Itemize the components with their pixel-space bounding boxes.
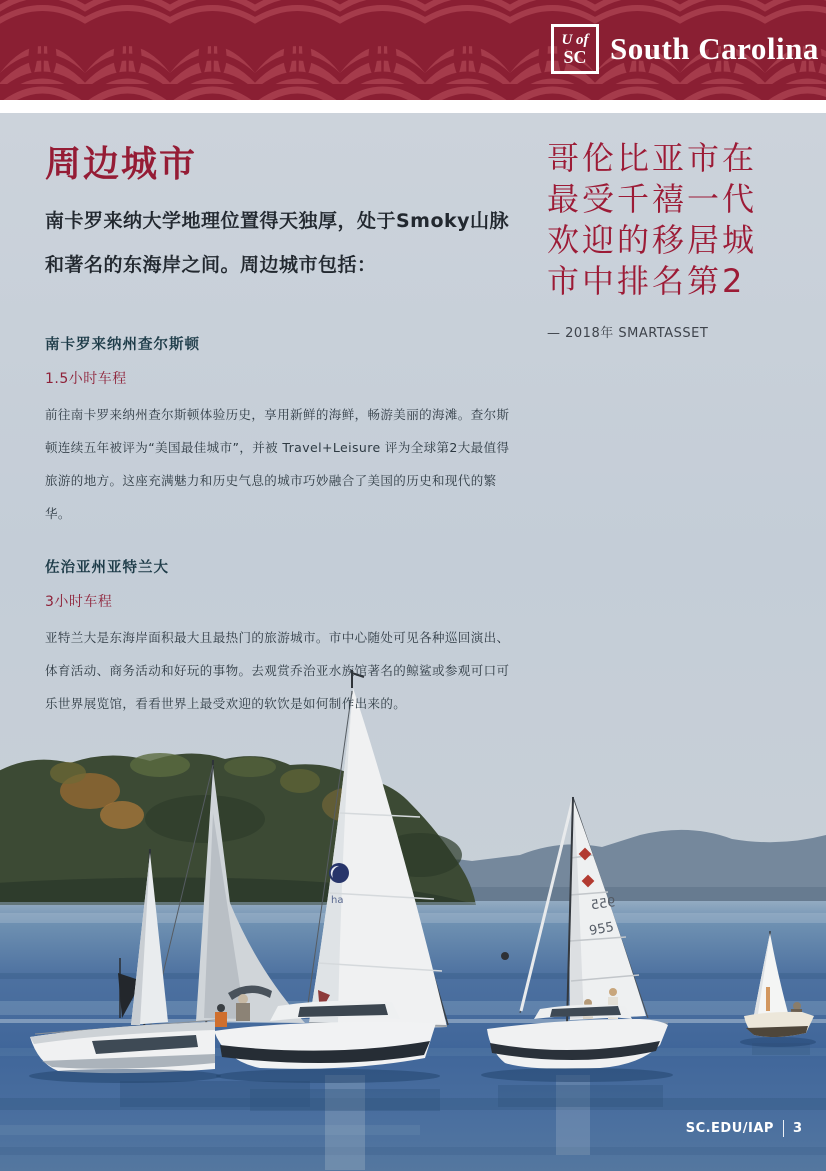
sail-number-mirrored: 955 [589,895,617,914]
buoy [501,952,509,960]
drive-time: 1.5小时车程 [45,371,127,387]
footer-site-url: SC.EDU/IAP [685,1121,774,1136]
south-carolina-wordmark: South Carolina [610,31,819,66]
page-footer [686,1120,802,1137]
pull-quote-attribution: — 2018年 SMARTASSET [547,326,709,341]
footer-page-number: 3 [792,1121,802,1136]
uofsc-logo-line1: U of [561,31,589,48]
university-brand [551,24,819,74]
uofsc-logo [551,24,599,74]
sail-number: 955 [588,919,616,939]
header-divider-strip [0,100,826,113]
section-heading: 佐治亚州亚特兰大 [45,560,169,576]
pull-quote-sidebar [547,138,781,341]
section-body: 亚特兰大是东海岸面积最大且最热门的旅游城市。市中心随处可见各种巡回演出、体育活动、商务活动和好玩的事物。去观赏乔治亚水族馆著名的鲸鲨或参观可口可乐世界展览馆，看看世界上最受欢迎的软饮是如何制作出来的。 [45,630,510,711]
uofsc-logo-line2: SC [563,46,587,67]
header-band [0,0,826,100]
article-column [45,136,515,746]
section-heading: 南卡罗来纳州查尔斯顿 [45,337,200,353]
center-sail-logo-text: ha [331,895,344,906]
section-atlanta [45,556,515,720]
section-charleston [45,333,515,530]
pull-quote-text: 哥伦比亚市在最受千禧一代欢迎的移居城市中排名第2 [547,139,758,300]
drive-time: 3小时车程 [45,594,113,610]
footer-divider [783,1120,784,1137]
page-title: 周边城市 [45,144,198,185]
section-body: 前往南卡罗来纳州查尔斯顿体验历史，享用新鲜的海鲜，畅游美丽的海滩。查尔斯顿连续五年被评为“美国最佳城市”，并被 Travel+Leisure 评为全球第2大最值得旅游的地方。这座充满魅力和历史气息的城市巧妙融合了美国的历史和现代的繁华。 [45,407,510,521]
intro-paragraph: 南卡罗来纳大学地理位置得天独厚，处于Smoky山脉和著名的东海岸之间。周边城市包括： [45,210,510,276]
